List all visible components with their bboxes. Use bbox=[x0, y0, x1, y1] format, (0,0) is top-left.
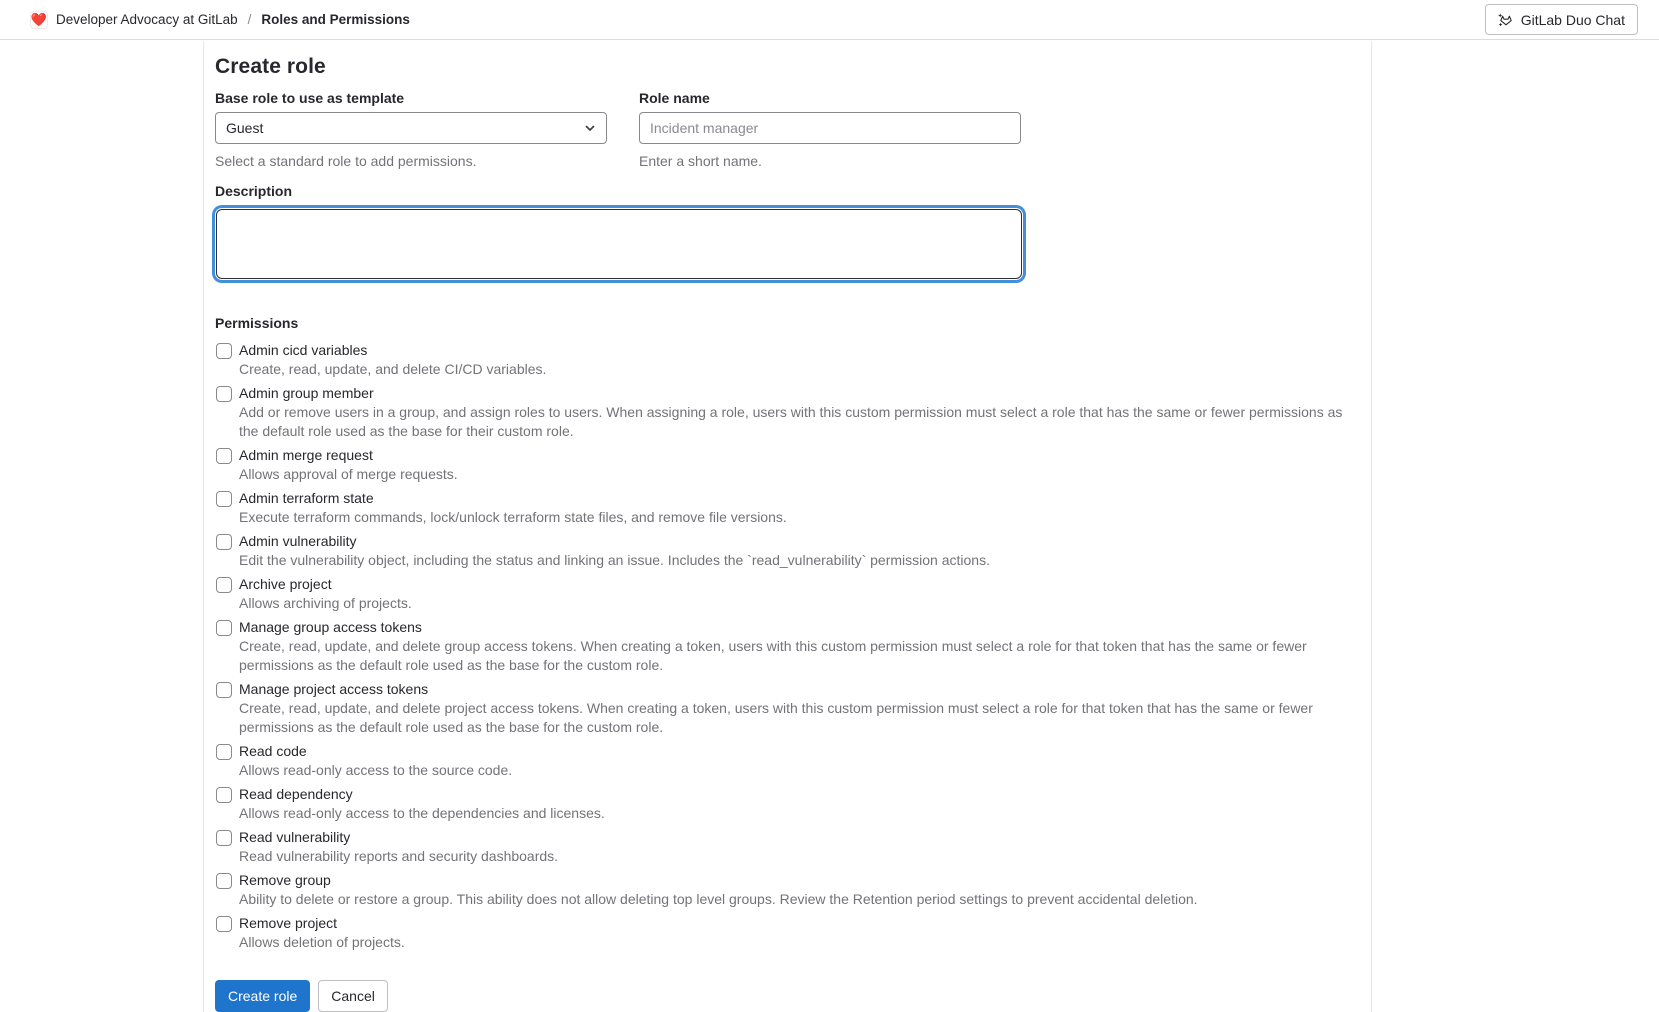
base-role-label: Base role to use as template bbox=[215, 90, 405, 106]
permission-checkbox[interactable] bbox=[216, 744, 232, 760]
permission-name[interactable]: Admin vulnerability bbox=[239, 533, 357, 549]
base-role-select[interactable] bbox=[215, 112, 607, 144]
permission-description: Edit the vulnerability object, including the status and linking an issue. Includes the `read_vulnerability` permission actions. bbox=[239, 552, 990, 568]
base-role-selected-value: Guest bbox=[226, 120, 264, 136]
gitlab-duo-chat-button[interactable] bbox=[1485, 4, 1638, 35]
permission-description: Add or remove users in a group, and assign roles to users. When assigning a role, users with this custom permission must select a role that has the same or fewer permissions as the default role used as the base for their custom role. bbox=[239, 404, 1343, 439]
permission-row bbox=[215, 532, 1347, 570]
permission-row bbox=[215, 341, 1347, 379]
base-role-help-text: Select a standard role to add permissions. bbox=[215, 153, 477, 169]
permission-name[interactable]: Manage project access tokens bbox=[239, 681, 429, 697]
permission-checkbox[interactable] bbox=[216, 448, 232, 464]
permission-name[interactable]: Admin terraform state bbox=[239, 490, 374, 506]
permission-name[interactable]: Admin merge request bbox=[239, 447, 373, 463]
permission-name[interactable]: Manage group access tokens bbox=[239, 619, 422, 635]
permission-checkbox[interactable] bbox=[216, 916, 232, 932]
permission-description: Execute terraform commands, lock/unlock terraform state files, and remove file versions. bbox=[239, 509, 787, 525]
permission-checkbox[interactable] bbox=[216, 491, 232, 507]
permission-checkbox[interactable] bbox=[216, 386, 232, 402]
breadcrumb-current-page: Roles and Permissions bbox=[261, 12, 410, 27]
role-name-help-text: Enter a short name. bbox=[639, 153, 762, 169]
permission-row bbox=[215, 742, 1347, 780]
role-name-input[interactable] bbox=[639, 112, 1021, 144]
role-template-and-name-row bbox=[215, 85, 1347, 170]
permission-description: Create, read, update, and delete CI/CD variables. bbox=[239, 361, 547, 377]
permission-name[interactable]: Archive project bbox=[239, 576, 332, 592]
page-title: Create role bbox=[215, 55, 326, 78]
breadcrumb bbox=[0, 11, 410, 29]
permission-checkbox[interactable] bbox=[216, 534, 232, 550]
role-name-label: Role name bbox=[639, 90, 710, 106]
content-panel bbox=[203, 41, 1372, 1012]
form-actions bbox=[215, 980, 1347, 1012]
permission-description: Allows approval of merge requests. bbox=[239, 466, 458, 482]
permission-checkbox[interactable] bbox=[216, 620, 232, 636]
permission-description: Allows read-only access to the source code. bbox=[239, 762, 513, 778]
permission-checkbox[interactable] bbox=[216, 343, 232, 359]
chevron-down-icon bbox=[584, 122, 596, 134]
breadcrumb-group[interactable]: Developer Advocacy at GitLab bbox=[56, 12, 238, 27]
duo-chat-icon bbox=[1498, 12, 1514, 28]
permission-name[interactable]: Admin cicd variables bbox=[239, 342, 368, 358]
permission-checkbox[interactable] bbox=[216, 682, 232, 698]
permission-checkbox[interactable] bbox=[216, 830, 232, 846]
permission-row bbox=[215, 618, 1347, 675]
permission-description: Allows archiving of projects. bbox=[239, 595, 412, 611]
permission-description: Ability to delete or restore a group. This ability does not allow deleting top level groups. Review the Retention period settings to prevent accidental deletion. bbox=[239, 891, 1198, 907]
create-role-button[interactable]: Create role bbox=[215, 980, 310, 1012]
permission-row bbox=[215, 384, 1347, 441]
description-label: Description bbox=[215, 183, 293, 199]
permission-name[interactable]: Remove group bbox=[239, 872, 331, 888]
permission-row bbox=[215, 828, 1347, 866]
base-role-field bbox=[215, 85, 607, 170]
permission-name[interactable]: Read vulnerability bbox=[239, 829, 351, 845]
top-bar bbox=[0, 0, 1659, 40]
permissions-list bbox=[215, 341, 1347, 952]
permission-row bbox=[215, 489, 1347, 527]
heart-icon: ❤️ bbox=[30, 12, 48, 27]
permissions-label: Permissions bbox=[215, 315, 299, 331]
permission-row bbox=[215, 785, 1347, 823]
permission-checkbox[interactable] bbox=[216, 787, 232, 803]
description-textarea[interactable] bbox=[216, 209, 1022, 279]
permission-row bbox=[215, 914, 1347, 952]
breadcrumb-separator: / bbox=[247, 12, 252, 27]
permission-checkbox[interactable] bbox=[216, 873, 232, 889]
permission-description: Create, read, update, and delete group access tokens. When creating a token, users with this custom permission must select a role for that token that has the same or fewer permissions as the default role used as the base for the custom role. bbox=[239, 638, 1307, 673]
group-avatar[interactable] bbox=[30, 11, 48, 29]
cancel-button[interactable]: Cancel bbox=[318, 980, 388, 1012]
permission-name[interactable]: Read dependency bbox=[239, 786, 353, 802]
permission-row bbox=[215, 446, 1347, 484]
permission-name[interactable]: Read code bbox=[239, 743, 307, 759]
role-name-field bbox=[639, 85, 1021, 170]
permission-row bbox=[215, 575, 1347, 613]
permission-row bbox=[215, 680, 1347, 737]
permission-row bbox=[215, 871, 1347, 909]
permission-description: Create, read, update, and delete project access tokens. When creating a token, users with this custom permission must select a role for that token that has the same or fewer permissions as the default role used as the base for the custom role. bbox=[239, 700, 1313, 735]
permission-description: Read vulnerability reports and security dashboards. bbox=[239, 848, 559, 864]
permission-description: Allows deletion of projects. bbox=[239, 934, 405, 950]
permission-name[interactable]: Remove project bbox=[239, 915, 338, 931]
permission-name[interactable]: Admin group member bbox=[239, 385, 374, 401]
permission-description: Allows read-only access to the dependencies and licenses. bbox=[239, 805, 605, 821]
duo-chat-label: GitLab Duo Chat bbox=[1520, 11, 1625, 28]
permission-checkbox[interactable] bbox=[216, 577, 232, 593]
